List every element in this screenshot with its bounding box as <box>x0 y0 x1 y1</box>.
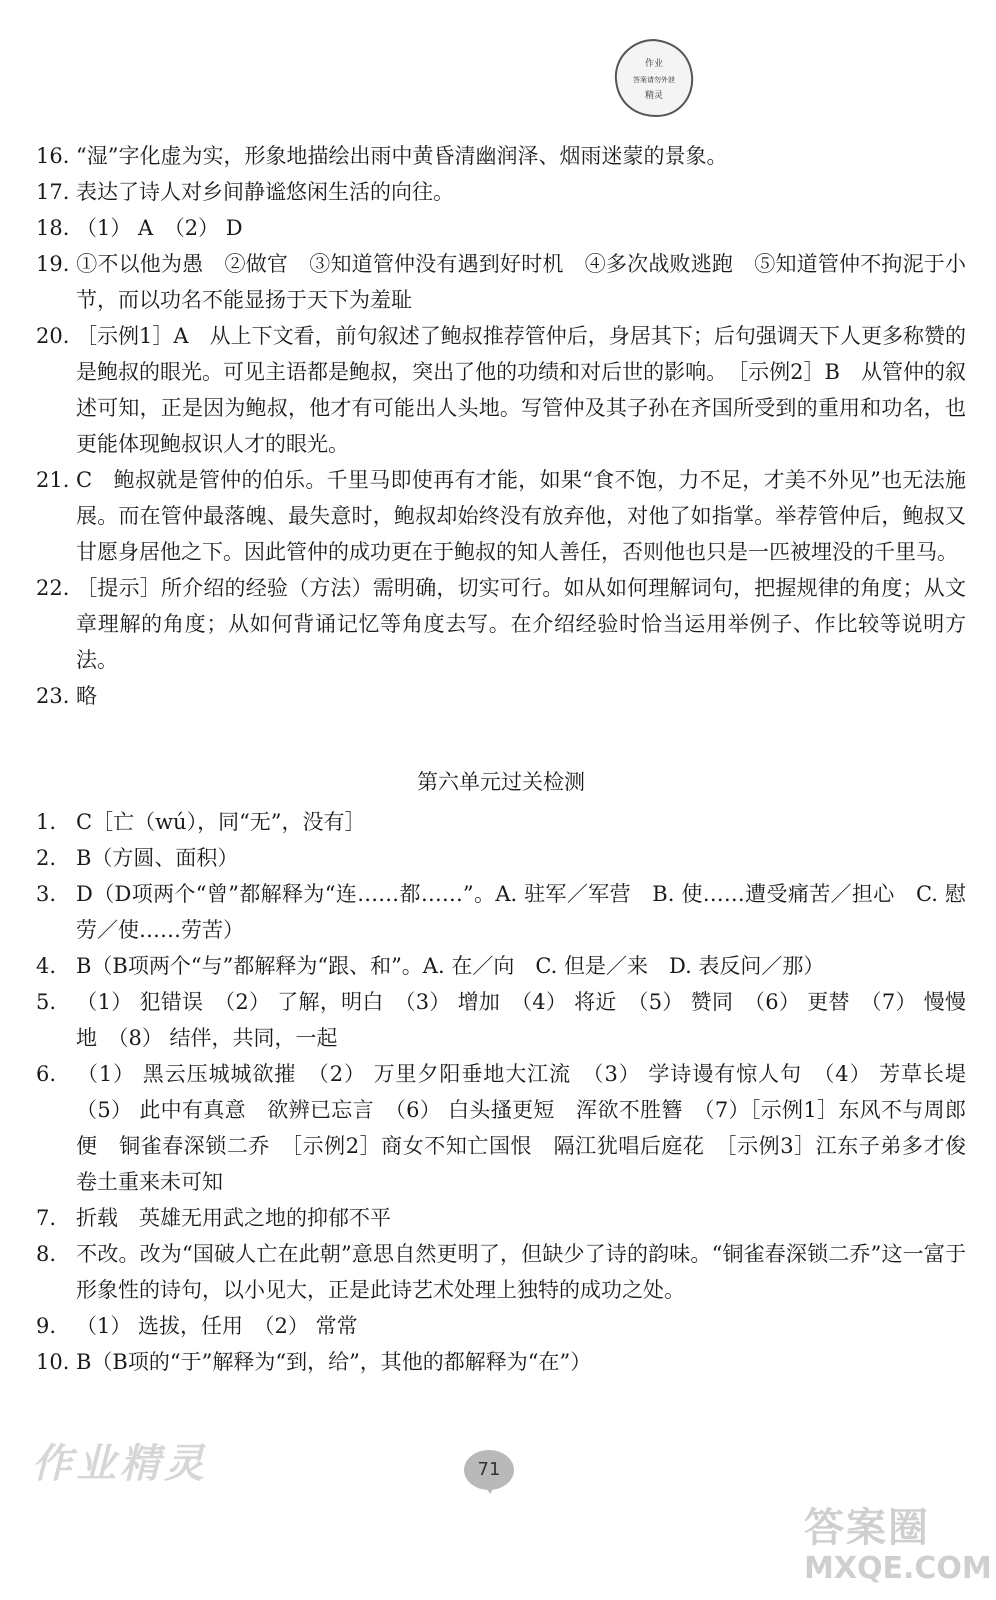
answer-stamp <box>612 36 696 120</box>
answer-number: 7. <box>36 1206 57 1230</box>
answer-item <box>36 948 966 984</box>
answer-item <box>36 984 966 1056</box>
answer-text: （1） A （2） D <box>76 216 243 240</box>
page-number: 71 <box>464 1450 514 1490</box>
stamp-line-2: 答案请勿外泄 <box>633 76 675 84</box>
answer-content <box>36 138 987 1380</box>
answer-number: 8. <box>36 1242 57 1266</box>
answer-item <box>36 138 966 174</box>
answer-text: 略 <box>76 684 97 708</box>
answer-text: 表达了诗人对乡间静谧悠闲生活的向往。 <box>76 180 454 204</box>
answer-number: 5. <box>36 990 57 1014</box>
answer-text: B（方圆、面积） <box>76 846 239 870</box>
answer-number: 6. <box>36 1062 57 1086</box>
watermark-right <box>804 1504 992 1586</box>
answers-bottom-list <box>36 804 987 1380</box>
answer-text: （1） 选拔，任用 （2） 常常 <box>76 1314 358 1338</box>
answer-item <box>36 246 966 318</box>
answer-number: 4. <box>36 954 57 978</box>
answer-item <box>36 1056 987 1200</box>
answer-text: （1） 犯错误 （2） 了解，明白 （3） 增加 （4） 将近 （5） 赞同 （6） 更替 （7） 慢慢地 （8） 结伴，共同，一起 <box>76 990 966 1050</box>
answer-item <box>36 570 966 678</box>
answer-text: B（B项两个“与”都解释为“跟、和”。A. 在／向 C. 但是／来 D. 表反问／那） <box>76 954 825 978</box>
section-title: 第六单元过关检测 <box>417 770 585 794</box>
answer-number: 23. <box>36 684 70 708</box>
answer-item <box>36 1344 966 1380</box>
watermark-left: 作业精灵 <box>32 1441 208 1487</box>
answer-item <box>36 318 966 462</box>
answer-text: ［提示］所介绍的经验（方法）需明确，切实可行。如从如何理解词句，把握规律的角度；从文章理解的角度；从如何背诵记忆等角度去写。在介绍经验时恰当运用举例子、作比较等说明方法。 <box>76 576 966 672</box>
answer-number: 20. <box>36 324 70 348</box>
answer-item <box>36 462 966 570</box>
stamp-line-3: 精灵 <box>644 91 664 101</box>
answer-number: 1. <box>36 810 57 834</box>
answer-number: 16. <box>36 144 70 168</box>
answer-number: 22. <box>36 576 70 600</box>
page-number-tail <box>484 1484 496 1494</box>
answer-number: 19. <box>36 252 70 276</box>
answer-text: “湿”字化虚为实，形象地描绘出雨中黄昏清幽润泽、烟雨迷蒙的景象。 <box>76 144 728 168</box>
answer-text: C［亡（wú），同“无”，没有］ <box>76 810 366 834</box>
answer-number: 18. <box>36 216 70 240</box>
answer-text: ［示例1］A 从上下文看，前句叙述了鲍叔推荐管仲后，身居其下；后句强调天下人更多称赞的是鲍叔的眼光。可见主语都是鲍叔，突出了他的功绩和对后世的影响。 ［示例2］B 从管仲的叙述可知，正是因为鲍叔，他才有可能出人头地。写管仲及其子孙在齐国所受到的重用和功名，也更能体现鲍叔识人才的眼光。 <box>76 324 966 456</box>
answer-item <box>36 210 966 246</box>
answer-text: （1） 黑云压城城欲摧 （2） 万里夕阳垂地大江流 （3） 学诗谩有惊人句 （4） 芳草长堤 （5） 此中有真意 欲辨已忘言 （6） 白头搔更短 浑欲不胜簪 （7）［示例1］东风不与周郎便 铜雀春深锁二乔 ［示例2］商女不知亡国恨 隔江犹唱后庭花 ［示例3］江东子弟多才俊 卷土重来未可知 <box>76 1062 987 1194</box>
answers-top-list <box>36 138 966 714</box>
answer-item <box>36 1200 966 1236</box>
answer-text: B（B项的“于”解释为“到，给”，其他的都解释为“在”） <box>76 1350 592 1374</box>
answer-item <box>36 1308 966 1344</box>
answer-number: 3. <box>36 882 57 906</box>
answer-text: D（D项两个“曾”都解释为“连……都……”。A. 驻军／军营 B. 使……遭受痛苦／担心 C. 慰劳／使……劳苦） <box>76 882 966 942</box>
answer-number: 21. <box>36 468 70 492</box>
watermark-right-url: MXQE.COM <box>804 1551 992 1586</box>
answer-text: 折载 英雄无用武之地的抑郁不平 <box>76 1206 391 1230</box>
answer-text: 不改。改为“国破人亡在此朝”意思自然更明了，但缺少了诗的韵味。“铜雀春深锁二乔”这一富于形象性的诗句，以小见大，正是此诗艺术处理上独特的成功之处。 <box>76 1242 966 1302</box>
answer-number: 9. <box>36 1314 57 1338</box>
answer-item <box>36 678 966 714</box>
stamp-line-1: 作业 <box>644 59 664 69</box>
answer-number: 2. <box>36 846 57 870</box>
answer-text: ①不以他为愚 ②做官 ③知道管仲没有遇到好时机 ④多次战败逃跑 ⑤知道管仲不拘泥于小节，而以功名不能显扬于天下为羞耻 <box>76 252 966 312</box>
answer-item <box>36 876 966 948</box>
answer-item <box>36 804 966 840</box>
answer-item <box>36 174 966 210</box>
answer-number: 10. <box>36 1350 70 1374</box>
answer-item <box>36 1236 966 1308</box>
watermark-right-title: 答案圈 <box>804 1505 930 1551</box>
answer-item <box>36 840 966 876</box>
answer-number: 17. <box>36 180 70 204</box>
answer-text: C 鲍叔就是管仲的伯乐。千里马即使再有才能，如果“食不饱，力不足，才美不外见”也无法施展。而在管仲最落魄、最失意时，鲍叔却始终没有放弃他，对他了如指掌。举荐管仲后，鲍叔又甘愿身居他之下。因此管仲的成功更在于鲍叔的知人善任，否则他也只是一匹被埋没的千里马。 <box>76 468 966 564</box>
